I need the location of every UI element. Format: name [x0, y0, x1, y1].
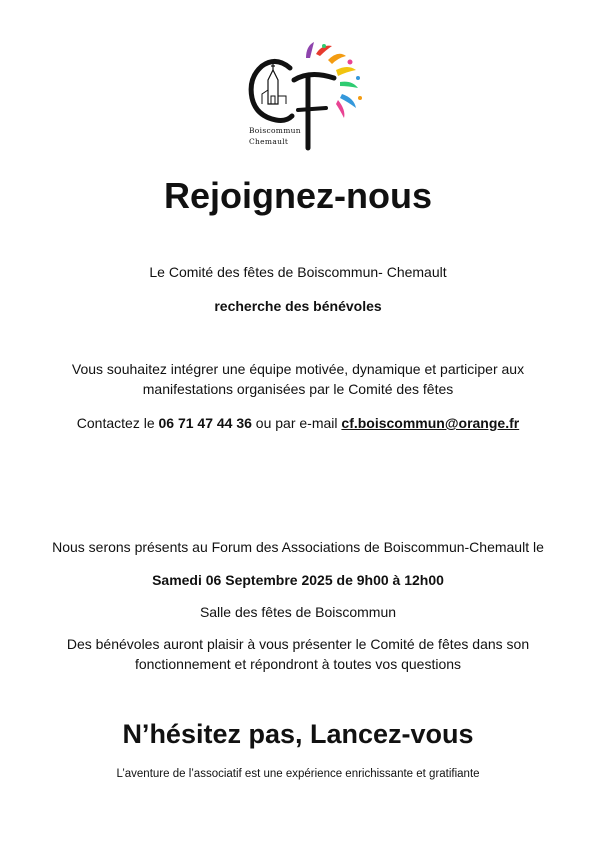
contact-prefix: Contactez le — [76, 415, 159, 431]
logo-text-line1: Boiscommun — [249, 126, 301, 135]
contact-middle: ou par e-mail — [251, 415, 342, 431]
pitch-line-2: manifestations organisées par le Comité des fêtes — [142, 381, 454, 397]
contact-line — [20, 413, 576, 433]
logo-text-line2: Chemault — [249, 137, 289, 146]
closing-tagline: L’aventure de l’associatif est une expérience enrichissante et gratifiante — [116, 768, 480, 780]
forum-desc-1: Des bénévoles auront plaisir à vous présenter le Comité de fêtes dans son — [66, 636, 530, 652]
forum-intro: Nous serons présents au Forum des Associations de Boiscommun-Chemault le — [52, 539, 544, 555]
pitch-line-1: Vous souhaitez intégrer une équipe motivée, dynamique et participer aux — [71, 361, 525, 377]
forum-place: Salle des fêtes de Boiscommun — [199, 604, 397, 620]
phone-number: 06 71 47 44 36 — [158, 415, 252, 431]
forum-desc-2: fonctionnement et répondront à toutes vos questions — [134, 656, 462, 672]
logo — [246, 40, 364, 152]
intro-line: Le Comité des fêtes de Boiscommun- Chemault — [149, 264, 447, 280]
committee-logo-icon — [246, 40, 364, 152]
page-title: Rejoignez-nous — [164, 175, 432, 216]
closing-heading: N’hésitez pas, Lancez-vous — [122, 719, 474, 749]
intro-highlight: recherche des bénévoles — [214, 298, 382, 314]
forum-date: Samedi 06 Septembre 2025 de 9h00 à 12h00 — [152, 572, 444, 588]
email-link[interactable]: cf.boiscommun@orange.fr — [341, 415, 520, 431]
